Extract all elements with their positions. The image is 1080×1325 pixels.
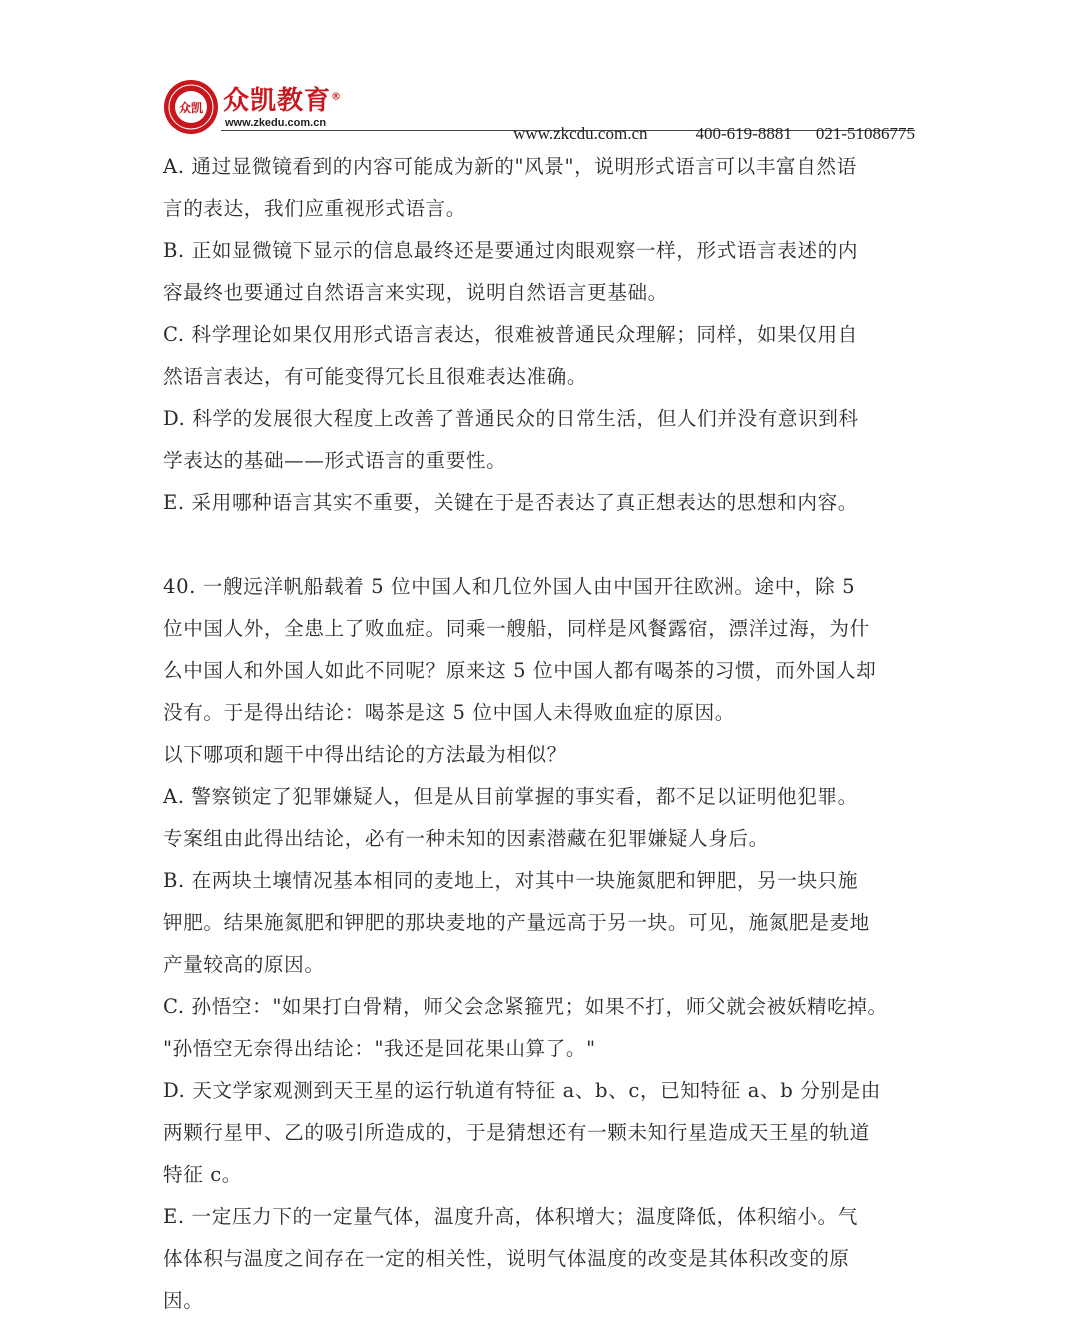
text-line: 两颗行星甲、乙的吸引所造成的，于是猜想还有一颗未知行星造成天王星的轨道 <box>163 1121 870 1144</box>
seal-logo-icon <box>163 79 219 135</box>
text-line: 学表达的基础——形式语言的重要性。 <box>163 449 507 472</box>
text-line: 容最终也要通过自然语言来实现，说明自然语言更基础。 <box>163 281 668 304</box>
phone-number-1: 400-619-8881 <box>695 124 792 143</box>
text-line: 没有。于是得出结论：喝茶是这 5 位中国人未得败血症的原因。 <box>163 701 735 724</box>
page-header <box>163 76 915 152</box>
text-line: 产量较高的原因。 <box>163 953 325 976</box>
text-line: E. 一定压力下的一定量气体，温度升高，体积增大；温度降低，体积缩小。气 <box>163 1205 858 1228</box>
text-line: C. 孙悟空："如果打白骨精，师父会念紧箍咒；如果不打，师父就会被妖精吃掉。 <box>163 995 888 1018</box>
brand-name: 众凯教育® <box>223 86 343 116</box>
text-line: "孙悟空无奈得出结论："我还是回花果山算了。" <box>163 1037 596 1060</box>
text-line: C. 科学理论如果仅用形式语言表达，很难被普通民众理解；同样，如果仅用自 <box>163 323 858 346</box>
text-line: 特征 c。 <box>163 1163 242 1186</box>
paragraph-gap <box>163 524 917 566</box>
text-line: 位中国人外，全患上了败血症。同乘一艘船，同样是风餐露宿，漂洋过海，为什 <box>163 617 870 640</box>
text-line: A. 警察锁定了犯罪嫌疑人，但是从目前掌握的事实看，都不足以证明他犯罪。 <box>163 785 858 808</box>
document-body <box>163 146 917 1322</box>
text-line: 专案组由此得出结论，必有一种未知的因素潜藏在犯罪嫌疑人身后。 <box>163 827 769 850</box>
text-line: 然语言表达，有可能变得冗长且很难表达准确。 <box>163 365 588 388</box>
phone-number-2: 021-51086775 <box>815 124 915 143</box>
text-line: D. 天文学家观测到天王星的运行轨道有特征 a、b、c，已知特征 a、b 分别是由 <box>163 1079 881 1102</box>
text-line: E. 采用哪种语言其实不重要，关键在于是否表达了真正想表达的思想和内容。 <box>163 491 858 514</box>
text-line: D. 科学的发展很大程度上改善了普通民众的日常生活，但人们并没有意识到科 <box>163 407 859 430</box>
svg-text:众凯: 众凯 <box>178 101 204 115</box>
text-line: 钾肥。结果施氮肥和钾肥的那块麦地的产量远高于另一块。可见，施氮肥是麦地 <box>163 911 870 934</box>
text-line: B. 在两块土壤情况基本相同的麦地上，对其中一块施氮肥和钾肥，另一块只施 <box>163 869 859 892</box>
text-line: A. 通过显微镜看到的内容可能成为新的"风景"，说明形式语言可以丰富自然语 <box>163 155 857 178</box>
header-contact <box>513 124 915 144</box>
text-line: 因。 <box>163 1289 204 1312</box>
text-line: 言的表达，我们应重视形式语言。 <box>163 197 466 220</box>
brand-url: www.zkedu.com.cn <box>225 117 327 129</box>
text-line: B. 正如显微镜下显示的信息最终还是要通过肉眼观察一样，形式语言表述的内 <box>163 239 859 262</box>
website-text: www.zkcdu.com.cn <box>513 124 648 143</box>
text-line: 40. 一艘远洋帆船载着 5 位中国人和几位外国人由中国开往欧洲。途中，除 5 <box>163 575 856 598</box>
text-line: 以下哪项和题干中得出结论的方法最为相似？ <box>163 743 567 766</box>
text-line: 么中国人和外国人如此不同呢？原来这 5 位中国人都有喝茶的习惯，而外国人却 <box>163 659 877 682</box>
text-line: 体体积与温度之间存在一定的相关性，说明气体温度的改变是其体积改变的原 <box>163 1247 850 1270</box>
